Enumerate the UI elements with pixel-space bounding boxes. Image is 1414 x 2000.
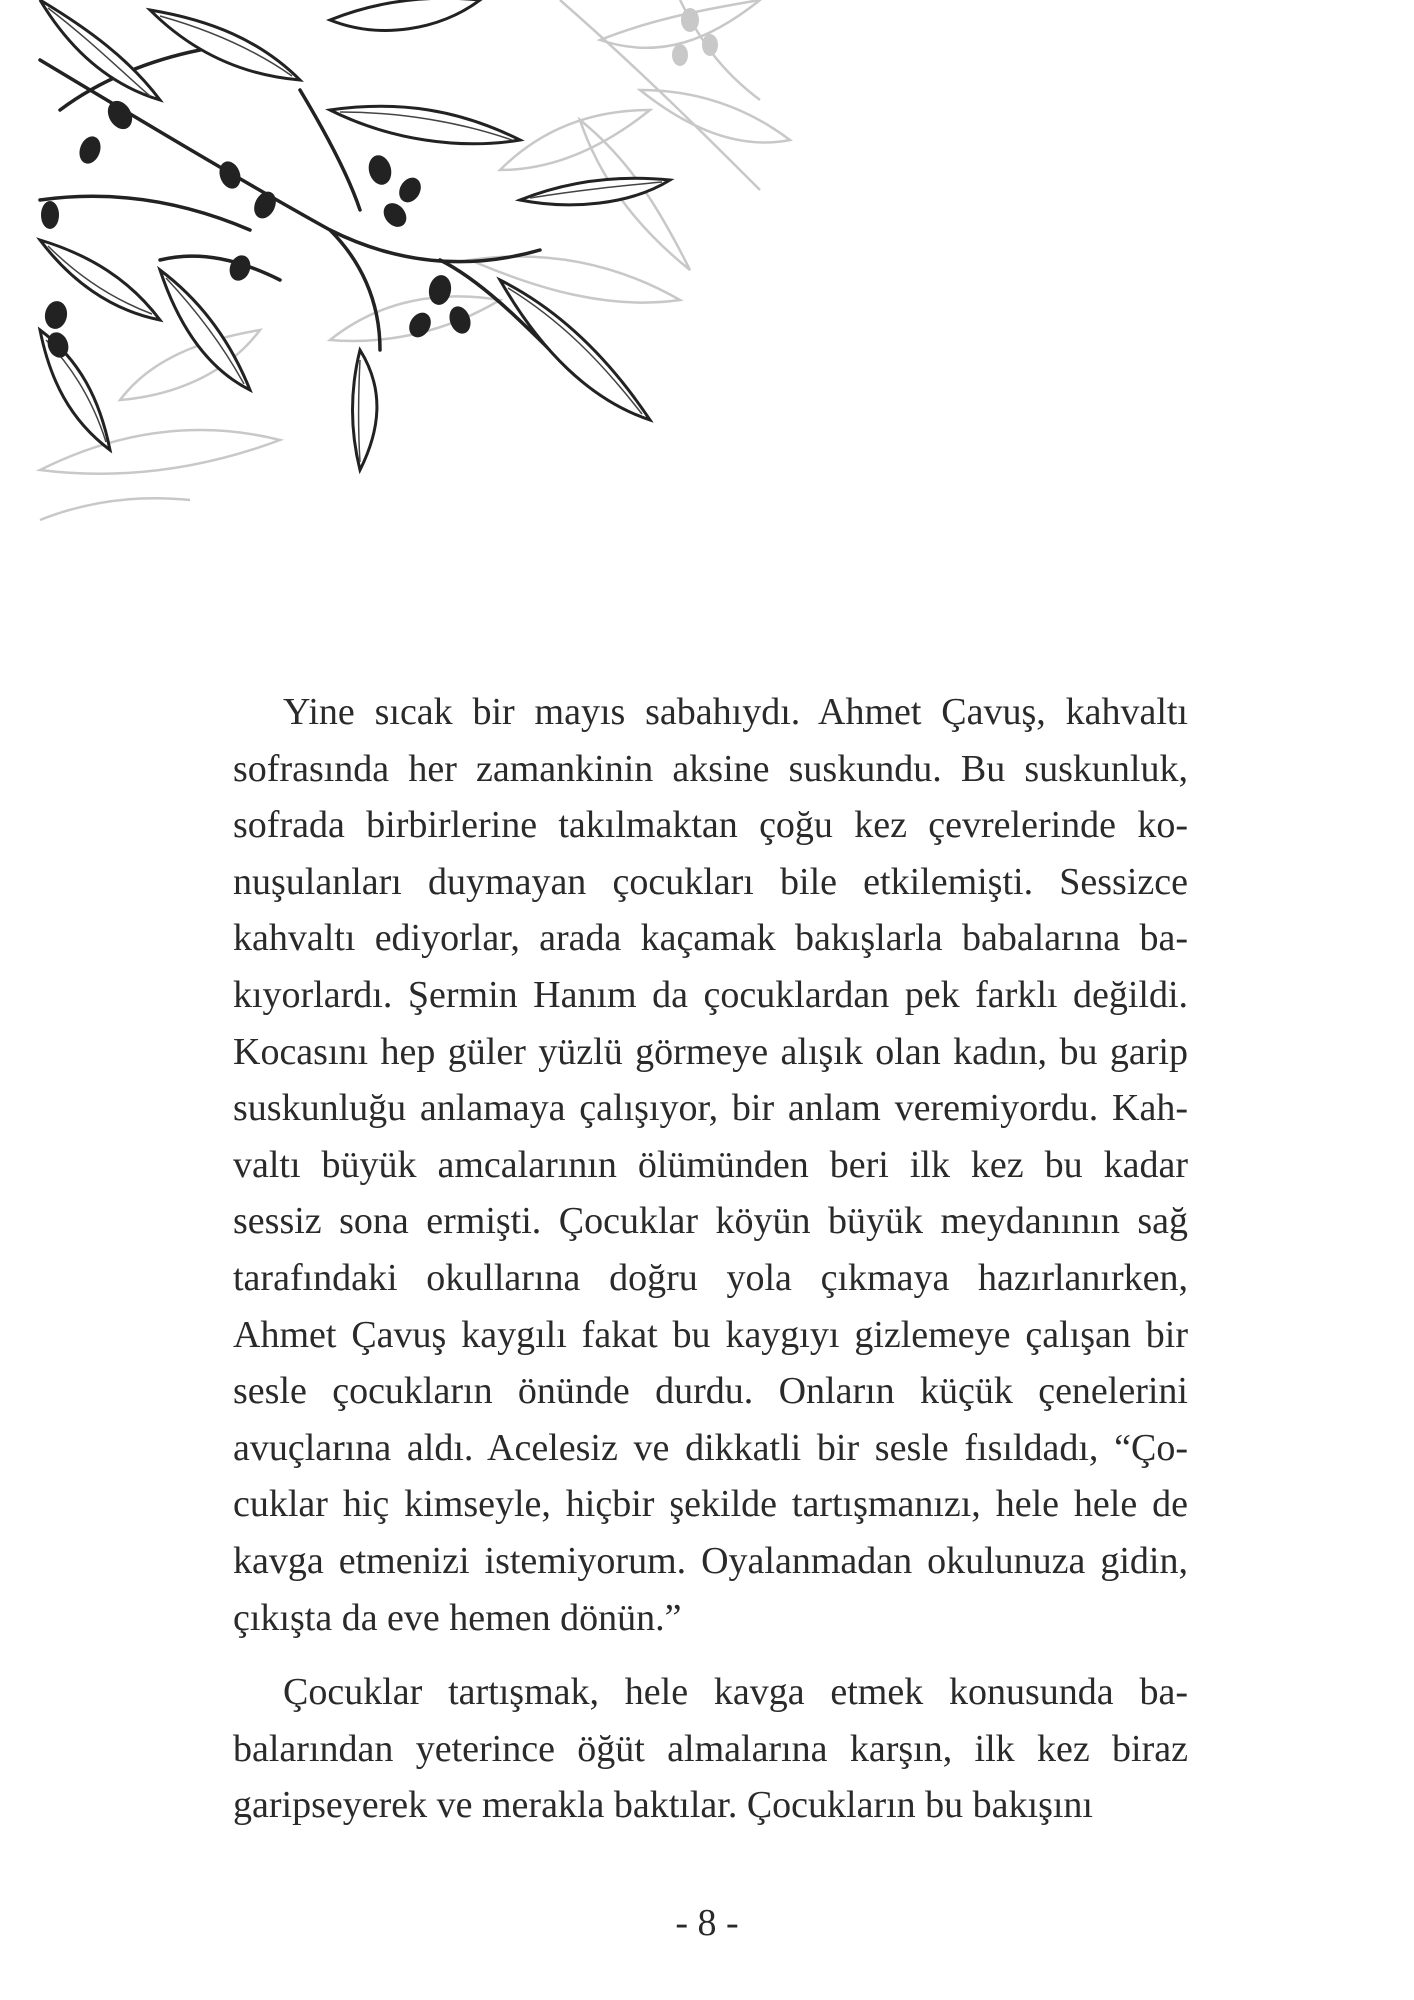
page-number: - 8 - — [675, 1902, 739, 1944]
paragraph-1: Yine sıcak bir mayıs sabahıydı. Ahmet Çavuş, kahvaltı sofrasında her zamankinin aksine suskundu. Bu suskunluk, sofrada birbirlerine takılmaktan çoğu kez çevrelerinde konuşulanları duymayan çocukları bile etkilemişti. Sessizce kahvaltı ediyorlar, arada kaçamak bakışlarla babalarına bakıyorlardı. Şermin Hanım da çocuklardan pek farklı değildi. Kocasını hep güler yüzlü görmeye alışık olan kadın, bu garip suskunluğu anlamaya çalışıyor, bir anlam veremiyordu. Kahvaltı büyük amcalarının ölümünden beri ilk kez bu kadar sessiz sona ermişti. Çocuklar köyün büyük meydanının sağ tarafındaki okullarına doğru yola çıkmaya hazırlanırken, Ahmet Çavuş kaygılı fakat bu kaygıyı gizlemeye çalışan bir sesle çocukların önünde durdu. Onların küçük çenelerini avuçlarına aldı. Acelesiz ve dikkatli bir sesle fısıldadı, “Çocuklar hiç kimseyle, hiçbir şekilde tartışmanızı, hele hele de kavga etmenizi istemiyorum. Oyalanmadan okulunuza gidin, çıkışta da eve hemen dönün.” — [233, 691, 1188, 1639]
floral-branch-illustration — [0, 0, 800, 540]
body-text — [233, 684, 1188, 1852]
paragraph-2: Çocuklar tartışmak, hele kavga etmek konusunda babalarından yeterince öğüt almalarına karşın, ilk kez biraz garipseyerek ve merakla baktılar. Çocukların bu bakışını — [233, 1671, 1188, 1827]
